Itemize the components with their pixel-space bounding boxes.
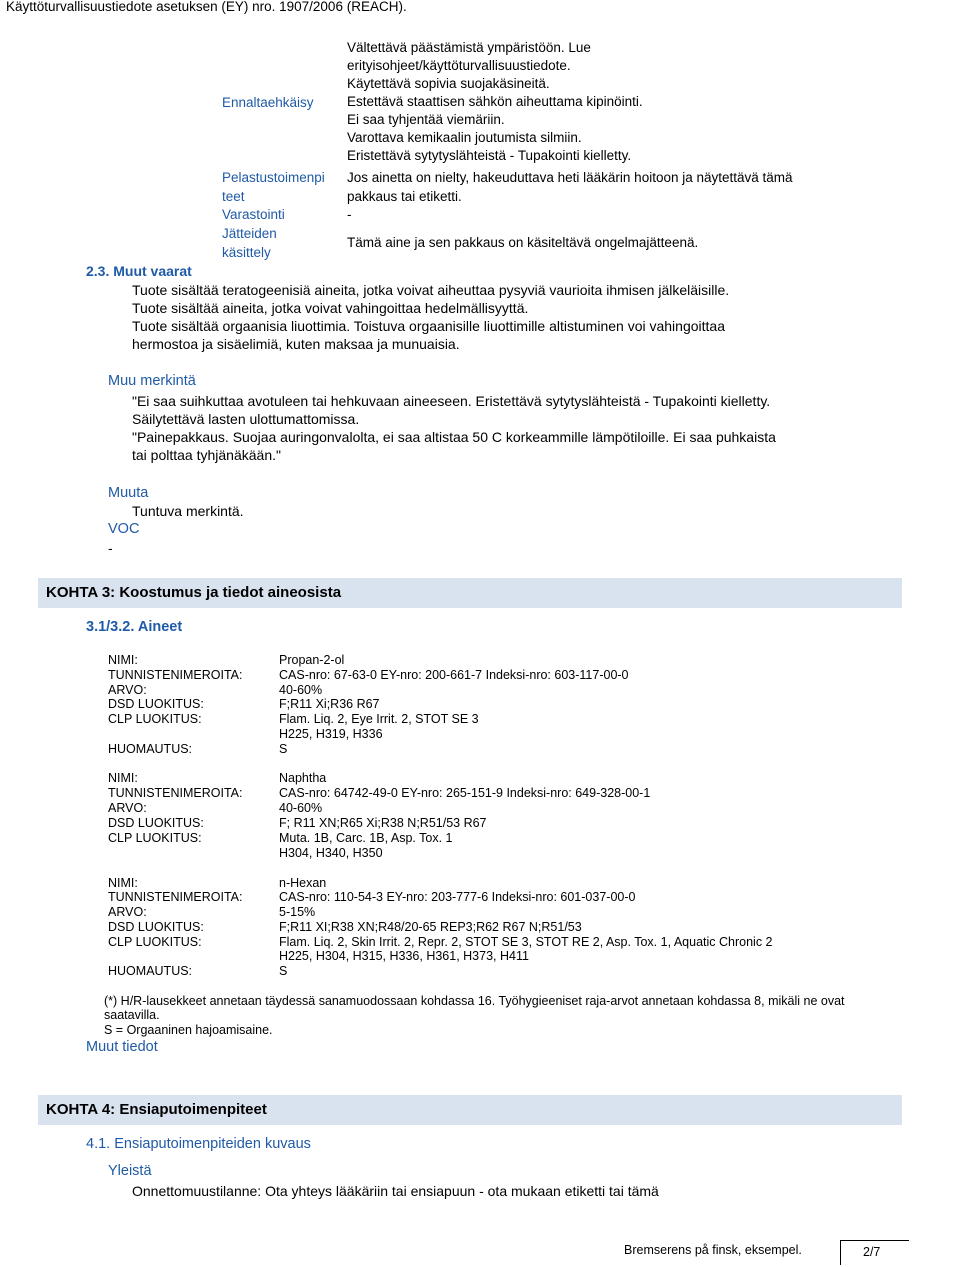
field-value: H225, H319, H336 (279, 727, 383, 741)
field-value: S (279, 964, 288, 978)
page-number: 2/7 (863, 1245, 881, 1259)
prevention-line: Eristettävä sytytyslähteistä - Tupakointi kielletty. (347, 148, 632, 163)
voc-heading: VOC (108, 521, 140, 537)
footer-product: Bremserens på finsk, eksempel. (624, 1243, 802, 1257)
field-value: F;R11 Xi;R36 R67 (279, 697, 380, 711)
voc-value: - (108, 540, 113, 556)
document-header: Käyttöturvallisuustiedote asetuksen (EY) nro. 1907/2006 (REACH). (6, 0, 407, 14)
other-marking-line: "Ei saa suihkuttaa avotuleen tai hehkuvaan aineeseen. Eristettävä sytytyslähteistä - Tupakointi kielletty. (132, 393, 771, 409)
section-4-title: KOHTA 4: Ensiaputoimenpiteet (46, 1101, 267, 1118)
other-marking-line: Säilytettävä lasten ulottumattomissa. (132, 411, 360, 427)
field-value: Muta. 1B, Carc. 1B, Asp. Tox. 1 (279, 831, 453, 845)
field-label: ARVO: (108, 683, 147, 697)
field-label: TUNNISTENIMEROITA: (108, 890, 243, 904)
storage-value: - (347, 207, 352, 222)
footnote-line: (*) H/R-lausekkeet annetaan täydessä sanamuodossaan kohdassa 16. Työhygieeniset raja-arvot annetaan kohdassa 8, mikäli ne ovat (104, 994, 845, 1008)
general-heading: Yleistä (108, 1163, 152, 1179)
field-value: H225, H304, H315, H336, H361, H373, H411 (279, 949, 529, 963)
section-3-title: KOHTA 3: Koostumus ja tiedot aineosista (46, 584, 342, 601)
prevention-line: Varottava kemikaalin joutumista silmiin. (347, 130, 582, 145)
hazard-line: Vältettävä päästämistä ympäristöön. Lue (347, 40, 591, 55)
hazard-line: Käytettävä sopivia suojakäsineitä. (347, 76, 550, 91)
field-label: TUNNISTENIMEROITA: (108, 786, 243, 800)
rescue-line-2: pakkaus tai etiketti. (347, 189, 462, 204)
field-value: 5-15% (279, 905, 316, 919)
other-marking-line: "Painepakkaus. Suojaa auringonvalolta, ei saa altistaa 50 C korkeammille lämpötiloille. Ei saa puhkaista (132, 429, 776, 445)
field-value: S (279, 742, 288, 756)
field-value: F; R11 XN;R65 Xi;R38 N;R51/53 R67 (279, 816, 487, 830)
page-number-box (840, 1240, 909, 1265)
other-hazard-line: Tuote sisältää aineita, jotka voivat vahingoittaa hedelmällisyyttä. (132, 300, 529, 316)
storage-label: Varastointi (222, 207, 285, 222)
other-marking-lines (132, 392, 776, 464)
field-value: n-Hexan (279, 876, 327, 890)
field-label: HUOMAUTUS: (108, 964, 193, 978)
field-value: 40-60% (279, 683, 323, 697)
field-label: ARVO: (108, 905, 147, 919)
other-text: Tuntuva merkintä. (132, 503, 244, 519)
other-hazards-lines (132, 281, 729, 353)
field-label: DSD LUOKITUS: (108, 816, 204, 830)
other-info-heading: Muut tiedot (86, 1039, 158, 1055)
field-label: CLP LUOKITUS: (108, 935, 202, 949)
other-hazards-heading: 2.3. Muut vaarat (86, 263, 192, 279)
field-value: Flam. Liq. 2, Eye Irrit. 2, STOT SE 3 (279, 712, 479, 726)
other-hazard-line: hermostoa ja sisäelimiä, kuten maksaa ja munuaisia. (132, 336, 460, 352)
field-value: CAS-nro: 110-54-3 EY-nro: 203-777-6 Indeksi-nro: 601-037-00-0 (279, 890, 636, 904)
other-hazard-line: Tuote sisältää orgaanisia liuottimia. Toistuva orgaanisille liuottimille altistuminen voi vahingoittaa (132, 318, 725, 334)
waste-value: Tämä aine ja sen pakkaus on käsiteltävä ongelmajätteenä. (347, 235, 699, 250)
field-label: NIMI: (108, 653, 138, 667)
field-label: DSD LUOKITUS: (108, 697, 204, 711)
field-label: ARVO: (108, 801, 147, 815)
rescue-label-line-2: teet (222, 189, 245, 204)
field-value: F;R11 XI;R38 XN;R48/20-65 REP3;R62 R67 N;R51/53 (279, 920, 582, 934)
field-value: 40-60% (279, 801, 323, 815)
hazard-line: erityisohjeet/käyttöturvallisuustiedote. (347, 58, 571, 73)
field-value: CAS-nro: 67-63-0 EY-nro: 200-661-7 Indeksi-nro: 603-117-00-0 (279, 668, 629, 682)
hazards-top-lines (347, 39, 591, 93)
field-value: CAS-nro: 64742-49-0 EY-nro: 265-151-9 Indeksi-nro: 649-328-00-1 (279, 786, 651, 800)
waste-label-line-2: käsittely (222, 245, 271, 260)
other-hazard-line: Tuote sisältää teratogeenisiä aineita, jotka voivat aiheuttaa pysyviä vaurioita ihmisen jälkeläisille. (132, 282, 730, 298)
first-aid-subheading: 4.1. Ensiaputoimenpiteiden kuvaus (86, 1136, 311, 1152)
section-3-header (38, 578, 902, 608)
waste-label-line-1: Jätteiden (222, 226, 277, 241)
field-value: Flam. Liq. 2, Skin Irrit. 2, Repr. 2, STOT SE 3, STOT RE 2, Asp. Tox. 1, Aquatic Chronic 2 (279, 935, 773, 949)
field-value: Naphtha (279, 771, 327, 785)
field-label: DSD LUOKITUS: (108, 920, 204, 934)
field-value: Propan-2-ol (279, 653, 345, 667)
section-4-header (38, 1095, 902, 1125)
substances-subheading: 3.1/3.2. Aineet (86, 619, 183, 635)
field-label: CLP LUOKITUS: (108, 831, 202, 845)
rescue-label-line-1: Pelastustoimenpi (222, 170, 325, 185)
footnote-line: S = Orgaaninen hajoamisaine. (104, 1023, 273, 1037)
field-label: HUOMAUTUS: (108, 742, 193, 756)
prevention-label: Ennaltaehkäisy (222, 95, 314, 110)
general-text: Onnettomuustilanne: Ota yhteys lääkäriin tai ensiapuun - ota mukaan etiketti tai tämä (132, 1183, 659, 1199)
field-value: H304, H340, H350 (279, 846, 383, 860)
footnote-line: saatavilla. (104, 1008, 160, 1022)
field-label: CLP LUOKITUS: (108, 712, 202, 726)
other-marking-line: tai polttaa tyhjänäkään." (132, 447, 281, 463)
other-marking-heading: Muu merkintä (108, 373, 196, 389)
field-label: TUNNISTENIMEROITA: (108, 668, 243, 682)
rescue-line-1: Jos ainetta on nielty, hakeuduttava heti lääkärin hoitoon ja näytettävä tämä (347, 170, 793, 185)
prevention-line: Estettävä staattisen sähkön aiheuttama kipinöinti. (347, 94, 643, 109)
field-label: NIMI: (108, 771, 138, 785)
prevention-line: Ei saa tyhjentää viemäriin. (347, 112, 505, 127)
prevention-lines (347, 93, 643, 165)
other-heading: Muuta (108, 485, 149, 501)
field-label: NIMI: (108, 876, 138, 890)
